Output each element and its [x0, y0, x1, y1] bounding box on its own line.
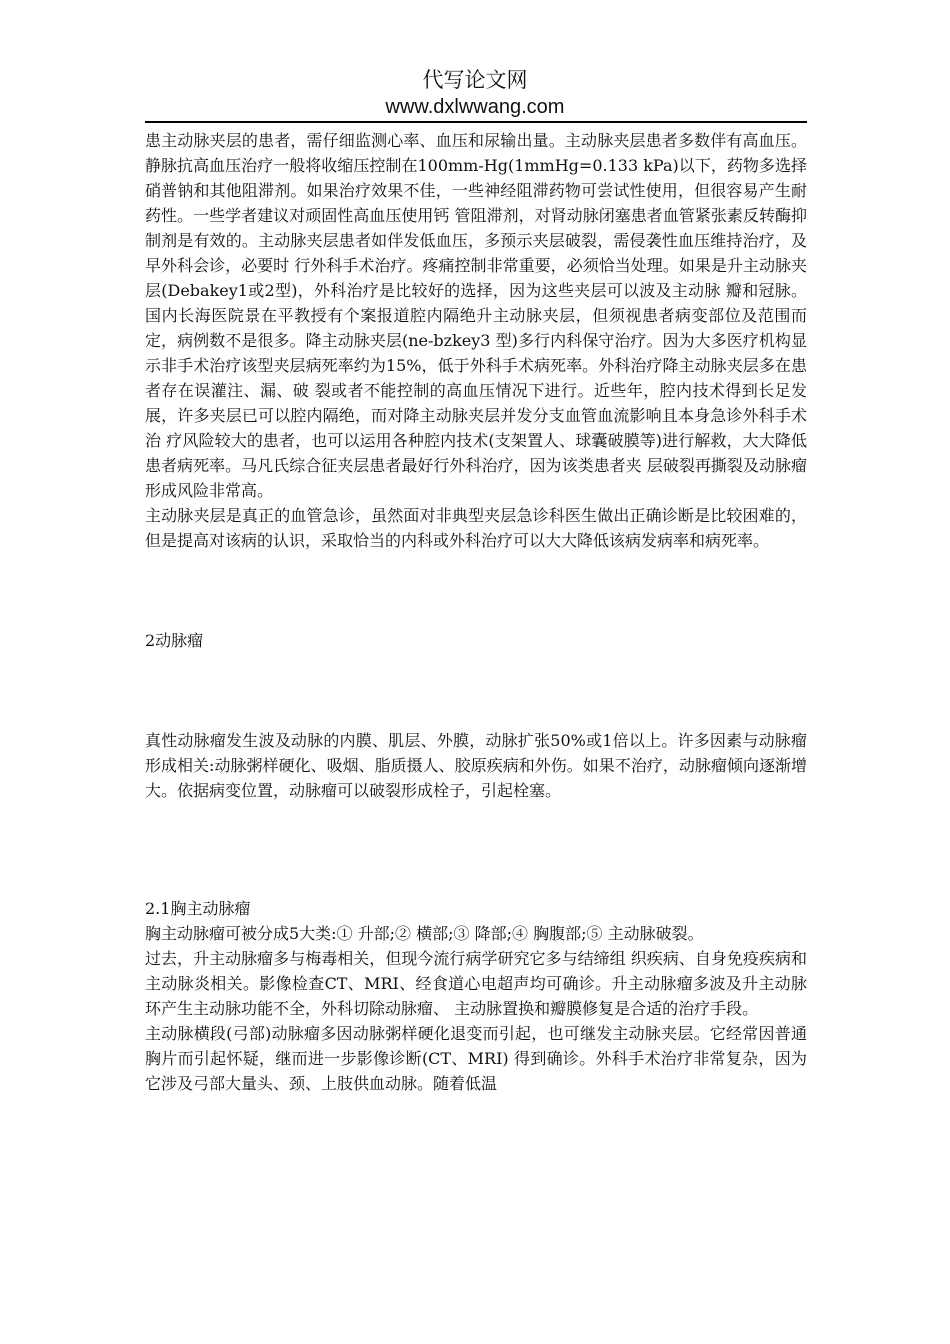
site-url: www.dxlwwang.com [385, 96, 565, 118]
paragraph-arch: 主动脉横段(弓部)动脉瘤多因动脉粥样硬化退变而引起，也可继发主动脉夹层。它经常因普通胸片而引起怀疑，继而进一步影像诊断(CT、MRI) 得到确诊。外科手术治疗非常复杂，因为它涉及弓部大量头、颈、上肢供血动脉。随着低温 [145, 1024, 807, 1093]
paragraph-ascending: 过去，升主动脉瘤多与梅毒相关，但现今流行病学研究它多与结缔组 织疾病、自身免疫疾病和主动脉炎相关。影像检查CT、MRI、经食道心电超声均可确诊。升主动脉瘤多波及升主动脉环产生主动脉功能不全，外科切除动脉瘤、 主动脉置换和瓣膜修复是合适的治疗手段。 [145, 949, 807, 1018]
paragraph-classification: 胸主动脉瘤可被分成5大类:① 升部;② 横部;③ 降部;④ 胸腹部;⑤ 主动脉破裂。 [145, 924, 704, 943]
spacer [145, 803, 807, 896]
document-body [145, 128, 807, 1096]
paragraph-conclusion: 主动脉夹层是真正的血管急诊，虽然面对非典型夹层急诊科医生做出正确诊断是比较困难的，但是提高对该病的认识，采取恰当的内科或外科治疗可以大大降低该病发病率和病死率。 [145, 506, 807, 550]
header-divider [145, 121, 807, 123]
site-name: 代写论文网 [422, 68, 528, 92]
spacer [145, 653, 807, 728]
spacer [145, 553, 807, 628]
paragraph-aneurysm-intro: 真性动脉瘤发生波及动脉的内膜、肌层、外膜，动脉扩张50%或1倍以上。许多因素与动脉瘤形成相关:动脉粥样硬化、吸烟、脂质摄人、胶原疾病和外伤。如果不治疗，动脉瘤倾向逐渐增大。依据病变位置，动脉瘤可以破裂形成栓子，引起栓塞。 [145, 731, 807, 800]
section-heading-thoracic: 2.1胸主动脉瘤 [145, 899, 251, 918]
page-header [0, 66, 950, 120]
section-heading-aneurysm: 2动脉瘤 [145, 631, 204, 650]
paragraph-treatment: 患主动脉夹层的患者，需仔细监测心率、血压和尿输出量。主动脉夹层患者多数伴有高血压。静脉抗高血压治疗一般将收缩压控制在100mm-Hg(1mmHg=0.133 kPa)以下，药物多选择硝普钠和其他阻滞剂。如果治疗效果不佳，一些神经阻滞药物可尝试性使用，但很容易产生耐药性。一些学者建议对顽固性高血压使用钙 管阻滞剂，对肾动脉闭塞患者血管紧张素反转酶抑制剂是有效的。主动脉夹层患者如伴发低血压，多预示夹层破裂，需侵袭性血压维持治疗，及早外科会诊，必要时 行外科手术治疗。疼痛控制非常重要，必须恰当处理。如果是升主动脉夹层(Debakey1或2型)，外科治疗是比较好的选择，因为这些夹层可以波及主动脉 瓣和冠脉。国内长海医院景在平教授有个案报道腔内隔绝升主动脉夹层，但须视患者病变部位及范围而定，病例数不是很多。降主动脉夹层(ne-bzkey3 型)多行内科保守治疗。因为大多医疗机构显示非手术治疗该型夹层病死率约为15%，低于外科手术病死率。外科治疗降主动脉夹层多在患者存在误灌注、漏、破 裂或者不能控制的高血压情况下进行。近些年，腔内技术得到长足发展，许多夹层已可以腔内隔绝，而对降主动脉夹层并发分支血管血流影响且本身急诊外科手术治 疗风险较大的患者，也可以运用各种腔内技术(支架置人、球囊破膜等)进行解救，大大降低患者病死率。马凡氏综合征夹层患者最好行外科治疗，因为该类患者夹 层破裂再撕裂及动脉瘤形成风险非常高。 [145, 131, 807, 500]
